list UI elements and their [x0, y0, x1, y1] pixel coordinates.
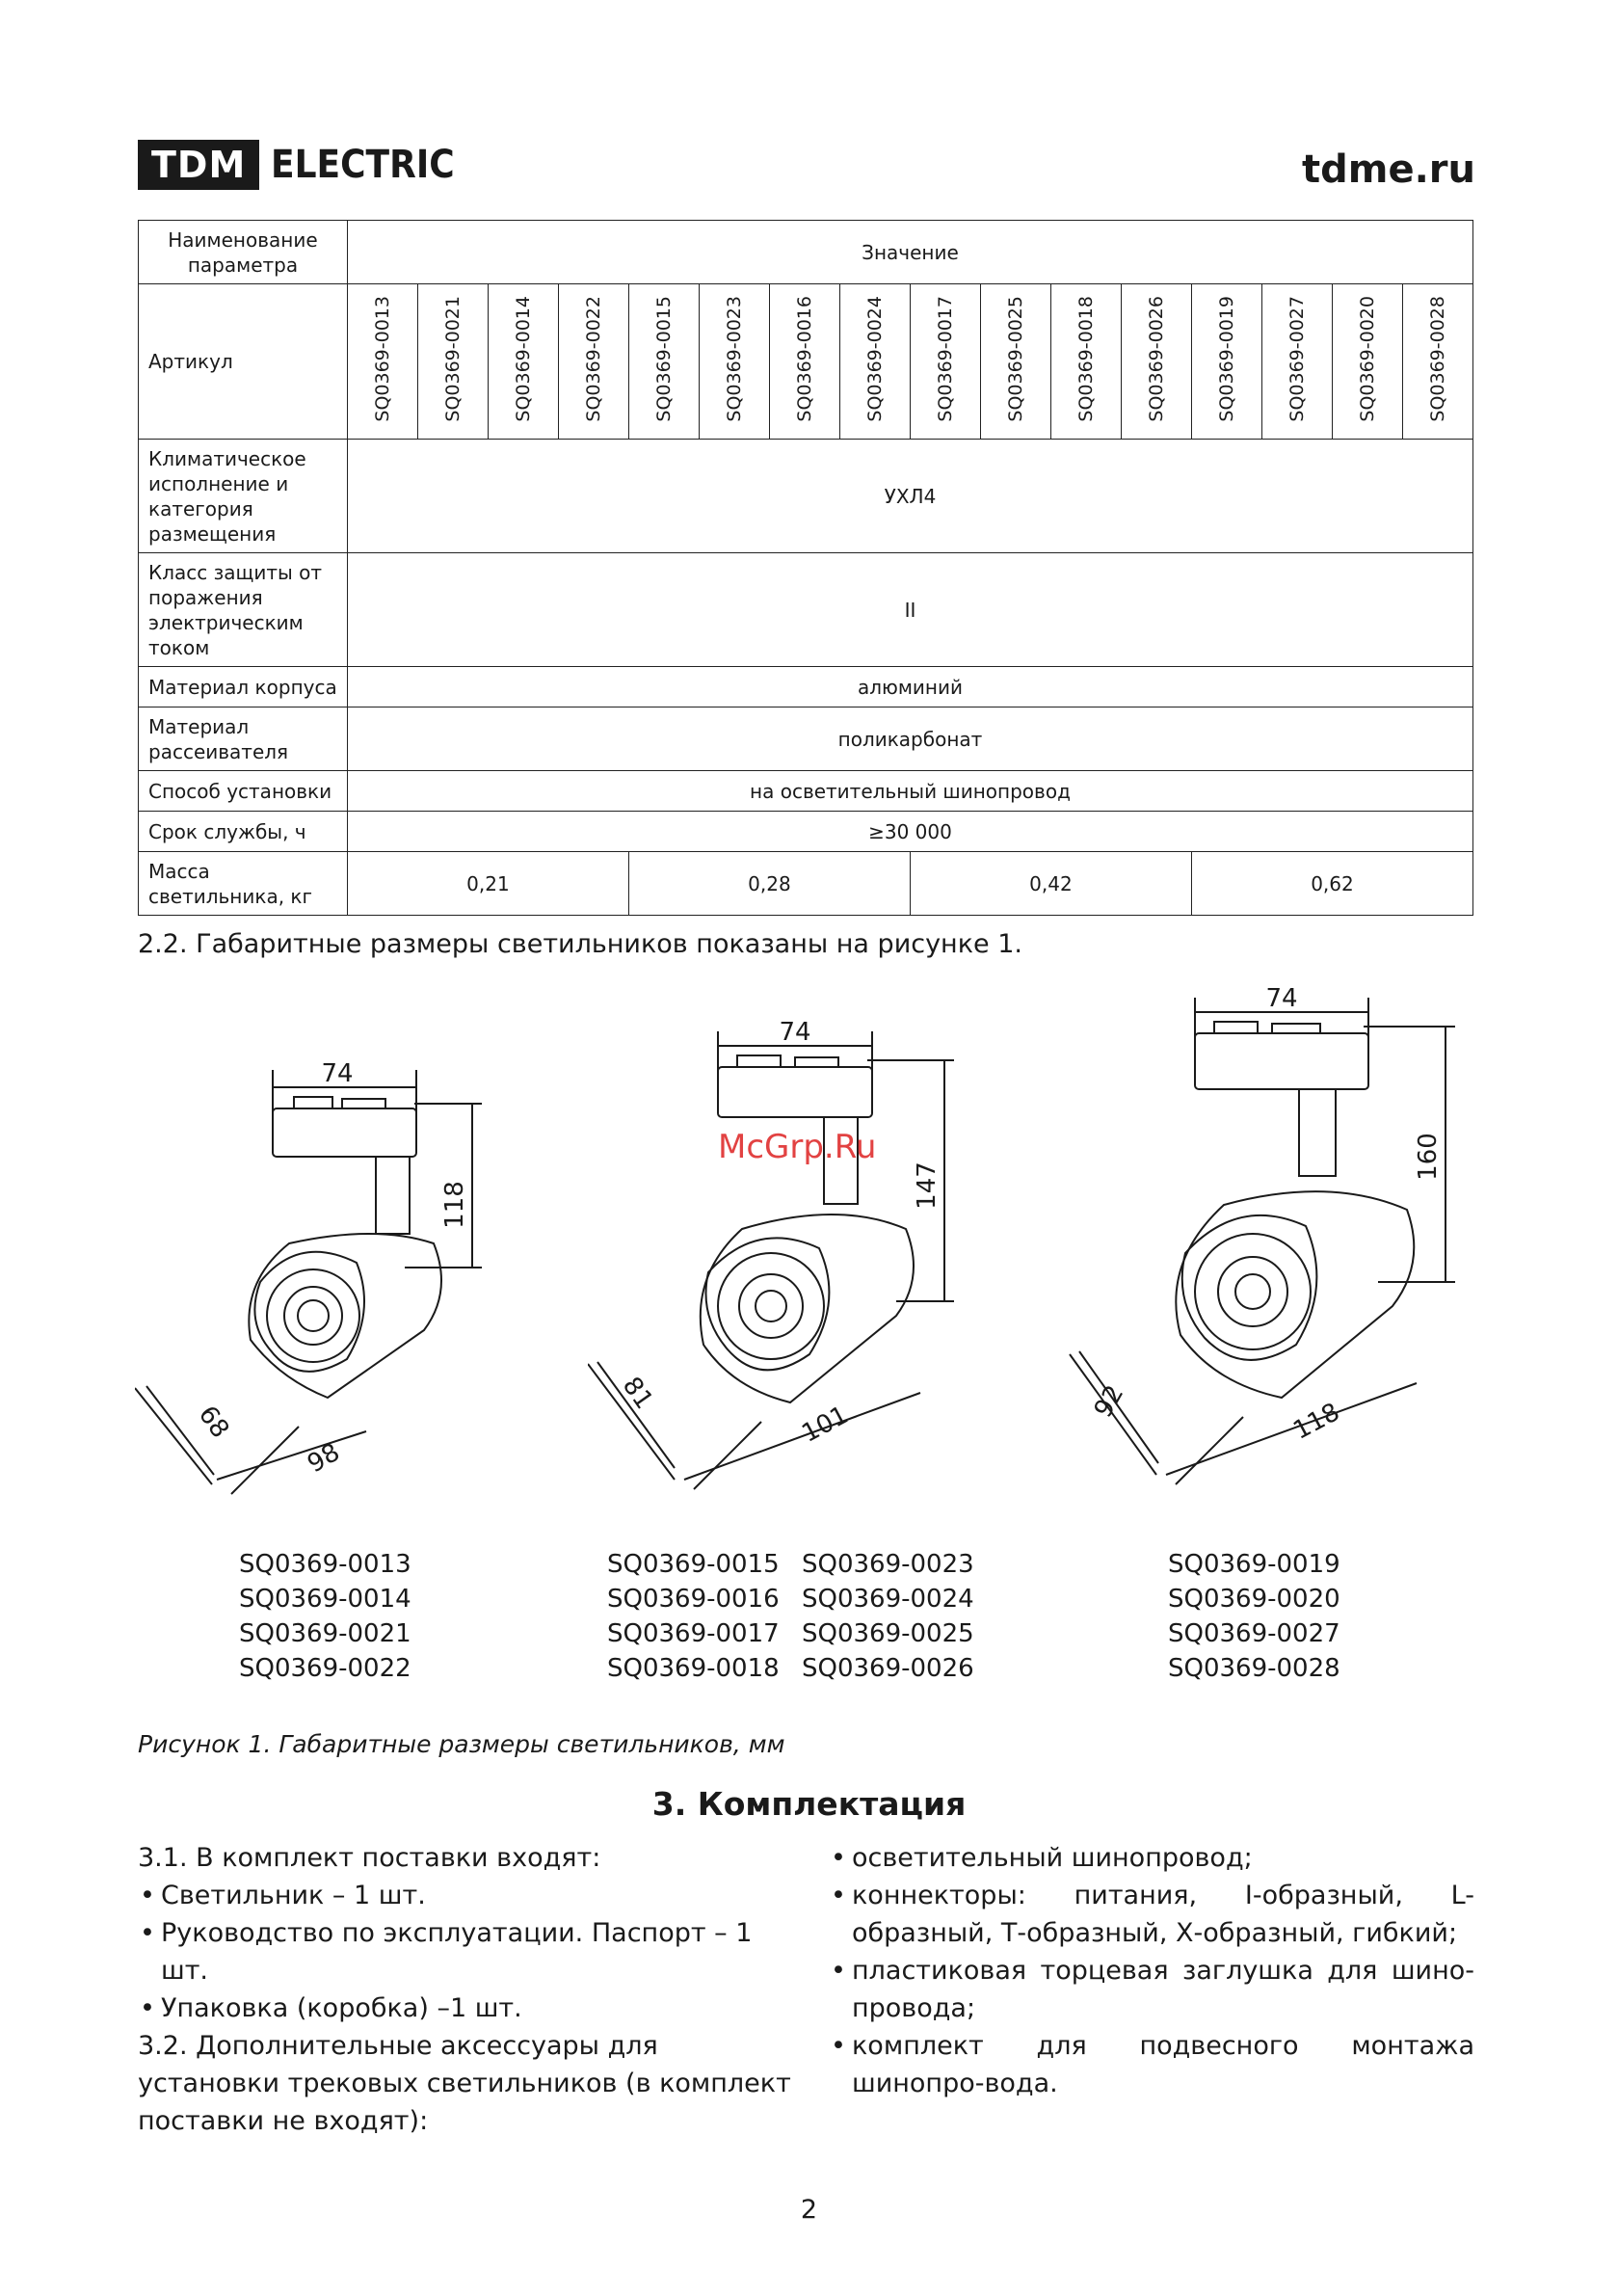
list-item: SQ0369-0025	[802, 1619, 974, 1648]
mass-value: 0,42	[910, 852, 1191, 916]
list-item: SQ0369-0013	[239, 1550, 411, 1579]
list-item: • осветительный шинопровод;	[829, 1839, 1474, 1877]
article-cell: SQ0369-0027	[1261, 284, 1332, 440]
table-row	[139, 707, 1473, 771]
mass-value: 0,62	[1191, 852, 1472, 916]
row-value: II	[347, 553, 1472, 667]
header-value-cell: Значение	[347, 221, 1472, 284]
mass-row	[139, 852, 1473, 916]
row-label: Материал рассеивателя	[139, 707, 348, 771]
table-row	[139, 771, 1473, 812]
brand-logo	[138, 140, 475, 190]
list-item: • Упаковка (коробка) –1 шт.	[138, 1989, 793, 2027]
article-cell: SQ0369-0026	[1121, 284, 1191, 440]
row-value: УХЛ4	[347, 440, 1472, 553]
luminaire-drawing-1	[135, 1041, 482, 1523]
mass-label: Масса светильника, кг	[139, 852, 348, 916]
article-cell: SQ0369-0016	[769, 284, 839, 440]
dim-length: 98	[303, 1437, 345, 1480]
row-label: Климатическое исполнение и категория размещения	[139, 440, 348, 553]
article-cell: SQ0369-0023	[699, 284, 769, 440]
right-column	[829, 1839, 1474, 2102]
list-item: SQ0369-0026	[802, 1654, 974, 1683]
logo-text: ELECTRIC	[271, 143, 455, 187]
list-item: SQ0369-0019	[1168, 1550, 1340, 1579]
article-cell: SQ0369-0022	[558, 284, 628, 440]
list-item: • Светильник – 1 шт.	[138, 1877, 793, 1914]
luminaire-drawing-3	[1050, 974, 1474, 1513]
article-label: Артикул	[139, 284, 348, 440]
table-row	[139, 553, 1473, 667]
list-item: SQ0369-0027	[1168, 1619, 1340, 1648]
row-value: поликарбонат	[347, 707, 1472, 771]
page-number: 2	[800, 2195, 818, 2225]
article-row	[139, 284, 1473, 440]
dim-width: 74	[779, 1018, 811, 1047]
paragraph-3-1: 3.1. В комплект поставки входят:	[138, 1843, 601, 1873]
dim-height: 160	[1414, 1133, 1443, 1181]
list-item: • коннекторы: питания, I-образный, L-образный, Т-образный, Х-образный, гибкий;	[829, 1877, 1474, 1952]
row-value: ≥30 000	[347, 812, 1472, 852]
dim-depth: 92	[1088, 1380, 1130, 1423]
paragraph-3-2: 3.2. Дополнительные аксессуары для установки трековых светильников (в комплект поставки не входят):	[138, 2031, 791, 2136]
dim-depth: 81	[616, 1372, 659, 1415]
list-item: SQ0369-0018	[607, 1654, 780, 1683]
logo-box: TDM	[138, 140, 259, 190]
dim-length: 101	[797, 1401, 854, 1449]
left-column	[138, 1839, 793, 2140]
list-item: SQ0369-0020	[1168, 1585, 1340, 1614]
row-value: на осветительный шинопровод	[347, 771, 1472, 812]
article-cell: SQ0369-0014	[488, 284, 558, 440]
list-item: • комплект для подвесного монтажа шинопро-вода.	[829, 2027, 1474, 2102]
mass-value: 0,21	[347, 852, 628, 916]
article-cell: SQ0369-0017	[910, 284, 980, 440]
row-label: Способ установки	[139, 771, 348, 812]
article-cell: SQ0369-0019	[1191, 284, 1261, 440]
spec-table	[138, 220, 1473, 916]
dim-depth: 68	[192, 1401, 235, 1444]
article-cell: SQ0369-0015	[628, 284, 699, 440]
dim-height: 147	[913, 1161, 942, 1210]
article-cell: SQ0369-0020	[1332, 284, 1402, 440]
paragraph-2-2: 2.2. Габаритные размеры светильников показаны на рисунке 1.	[138, 929, 1022, 959]
site-url: tdme.ru	[1302, 147, 1475, 192]
list-item: SQ0369-0016	[607, 1585, 780, 1614]
article-cell: SQ0369-0025	[980, 284, 1050, 440]
model-list-3	[1168, 1547, 1340, 1686]
list-item: SQ0369-0015	[607, 1550, 780, 1579]
list-item: SQ0369-0014	[239, 1585, 411, 1614]
list-item: SQ0369-0017	[607, 1619, 780, 1648]
list-item: SQ0369-0022	[239, 1654, 411, 1683]
table-row	[139, 812, 1473, 852]
article-cell: SQ0369-0024	[839, 284, 910, 440]
row-label: Материал корпуса	[139, 667, 348, 707]
table-row	[139, 667, 1473, 707]
list-item: SQ0369-0028	[1168, 1654, 1340, 1683]
list-item: SQ0369-0021	[239, 1619, 411, 1648]
luminaire-drawing-2	[588, 1007, 954, 1508]
dim-length: 118	[1288, 1398, 1345, 1446]
watermark: McGrp.Ru	[718, 1128, 877, 1166]
table-header-row	[139, 221, 1473, 284]
model-list-1	[239, 1547, 411, 1686]
row-label: Срок службы, ч	[139, 812, 348, 852]
list-item: • пластиковая торцевая заглушка для шино-провода;	[829, 1952, 1474, 2027]
row-label: Класс защиты от поражения электрическим током	[139, 553, 348, 667]
table-row	[139, 440, 1473, 553]
model-list-2b	[802, 1547, 974, 1686]
model-list-2a	[607, 1547, 780, 1686]
list-item: SQ0369-0024	[802, 1585, 974, 1614]
article-cell: SQ0369-0013	[347, 284, 417, 440]
list-item: SQ0369-0023	[802, 1550, 974, 1579]
article-cell: SQ0369-0018	[1050, 284, 1121, 440]
dim-width: 74	[1265, 984, 1298, 1013]
dim-height: 118	[440, 1181, 469, 1229]
figure-caption: Рисунок 1. Габаритные размеры светильников, мм	[138, 1730, 785, 1758]
article-cell: SQ0369-0028	[1402, 284, 1472, 440]
article-cell: SQ0369-0021	[417, 284, 488, 440]
list-item: • Руководство по эксплуатации. Паспорт – 1 шт.	[138, 1914, 793, 1989]
mass-value: 0,28	[628, 852, 910, 916]
dim-width: 74	[321, 1059, 354, 1088]
header-param-cell: Наименование параметра	[139, 221, 348, 284]
row-value: алюминий	[347, 667, 1472, 707]
section-title: 3. Комплектация	[651, 1785, 967, 1823]
